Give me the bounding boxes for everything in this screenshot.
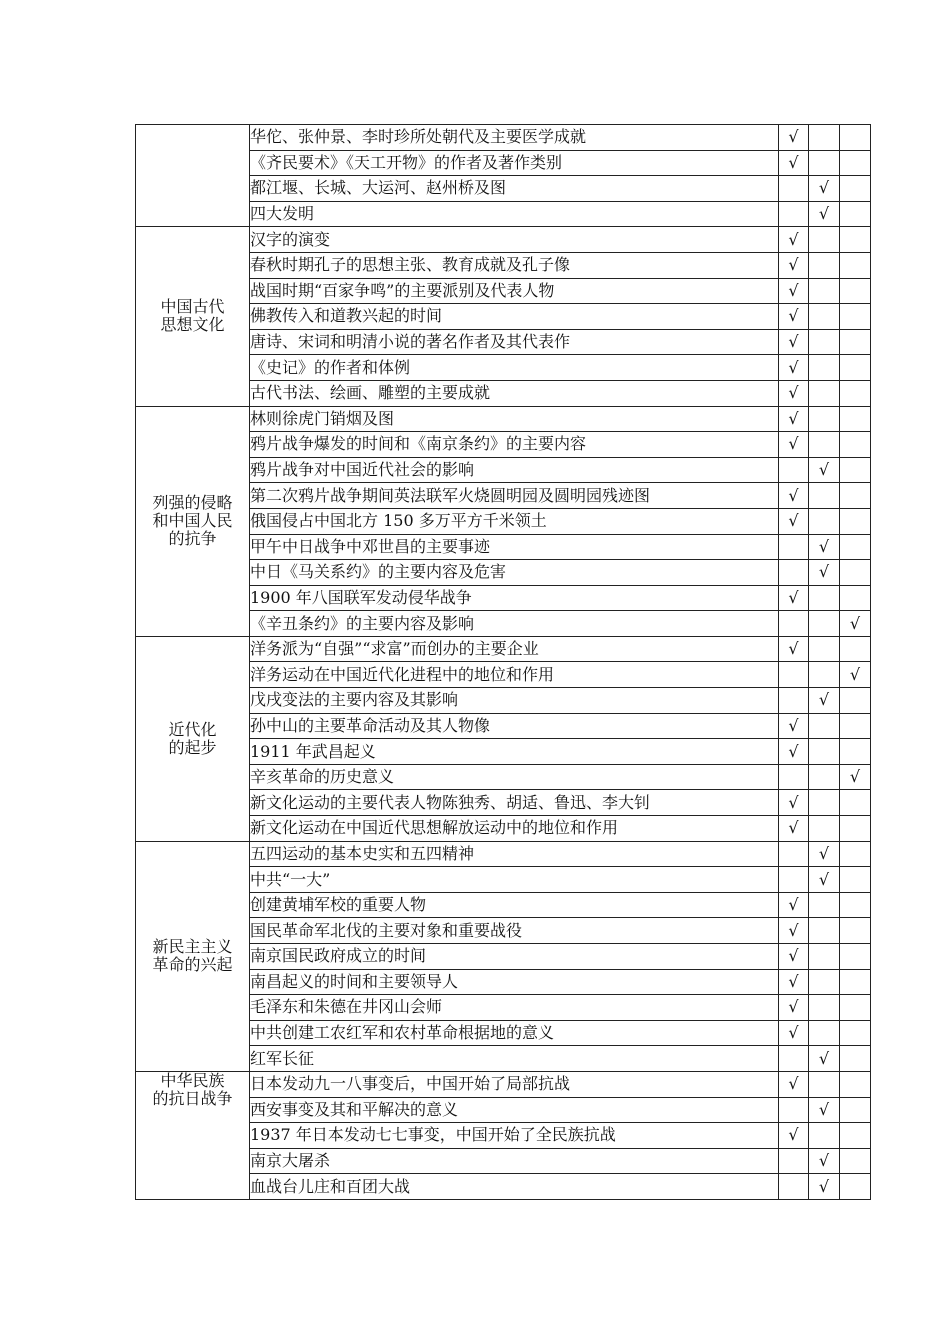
category-label-line: 和中国人民 <box>152 511 233 531</box>
requirement-level-1-cell <box>779 355 809 381</box>
requirement-level-3-cell <box>840 432 871 458</box>
requirement-level-2-cell <box>809 508 840 534</box>
table-row <box>136 636 871 662</box>
check-mark-icon: √ <box>788 280 799 300</box>
requirement-level-3-cell <box>840 1097 871 1123</box>
requirement-level-3-cell <box>840 790 871 816</box>
requirement-level-2-cell <box>809 355 840 381</box>
requirement-level-2-cell <box>809 176 840 202</box>
requirement-level-3-cell <box>840 1148 871 1174</box>
check-mark-icon: √ <box>788 715 799 735</box>
category-cell <box>136 125 250 227</box>
check-mark-icon: √ <box>788 639 799 659</box>
knowledge-point-cell: 汉字的演变 <box>250 227 779 253</box>
category-label-line: 的起步 <box>168 737 217 757</box>
knowledge-point-cell: 1911 年武昌起义 <box>250 739 779 765</box>
requirement-level-2-cell <box>809 1174 840 1200</box>
category-label-line: 近代化 <box>168 719 217 739</box>
knowledge-point-cell: 华佗、张仲景、李时珍所处朝代及主要医学成就 <box>250 125 779 151</box>
requirement-level-1-cell <box>779 508 809 534</box>
requirement-level-1-cell <box>779 560 809 586</box>
knowledge-point-cell: 四大发明 <box>250 201 779 227</box>
knowledge-point-cell: 新文化运动在中国近代思想解放运动中的地位和作用 <box>250 816 779 842</box>
knowledge-point-cell: 日本发动九一八事变后，中国开始了局部抗战 <box>250 1071 779 1097</box>
requirement-level-2-cell <box>809 1097 840 1123</box>
requirement-level-2-cell <box>809 739 840 765</box>
requirement-level-2-cell <box>809 432 840 458</box>
knowledge-point-cell: 佛教传入和道教兴起的时间 <box>250 304 779 330</box>
requirement-level-2-cell <box>809 125 840 151</box>
requirement-level-2-cell <box>809 790 840 816</box>
check-mark-icon: √ <box>788 587 799 607</box>
requirement-level-2-cell <box>809 457 840 483</box>
knowledge-point-cell: 1900 年八国联军发动侵华战争 <box>250 585 779 611</box>
requirement-level-2-cell <box>809 201 840 227</box>
requirement-level-3-cell <box>840 892 871 918</box>
requirement-level-1-cell <box>779 816 809 842</box>
requirement-level-2-cell <box>809 304 840 330</box>
requirement-level-3-cell <box>840 483 871 509</box>
requirement-level-3-cell <box>840 867 871 893</box>
check-mark-icon: √ <box>818 536 830 556</box>
check-mark-icon: √ <box>788 229 799 249</box>
requirement-level-2-cell <box>809 150 840 176</box>
requirement-level-2-cell <box>809 329 840 355</box>
knowledge-point-cell: 中共“一大” <box>250 867 779 893</box>
requirement-level-2-cell <box>809 867 840 893</box>
check-mark-icon: √ <box>788 357 799 377</box>
category-label-line: 列强的侵略 <box>152 493 233 513</box>
category-cell <box>136 1071 250 1199</box>
requirement-level-2-cell <box>809 969 840 995</box>
requirement-level-3-cell <box>840 611 871 637</box>
check-mark-icon: √ <box>788 971 799 991</box>
category-label-line: 中华民族 <box>160 1070 225 1090</box>
requirement-level-1-cell <box>779 457 809 483</box>
requirement-level-2-cell <box>809 1046 840 1072</box>
requirement-level-3-cell <box>840 688 871 714</box>
requirement-level-2-cell <box>809 688 840 714</box>
requirement-level-1-cell <box>779 329 809 355</box>
requirement-level-1-cell <box>779 1148 809 1174</box>
check-mark-icon: √ <box>788 946 799 966</box>
table-row <box>136 227 871 253</box>
knowledge-point-cell: 南京大屠杀 <box>250 1148 779 1174</box>
knowledge-point-cell: 南京国民政府成立的时间 <box>250 944 779 970</box>
category-label-line: 思想文化 <box>160 315 225 335</box>
requirement-level-3-cell <box>840 176 871 202</box>
knowledge-point-cell: 毛泽东和朱德在井冈山会师 <box>250 995 779 1021</box>
requirement-level-2-cell <box>809 278 840 304</box>
knowledge-point-cell: 1937 年日本发动七七事变，中国开始了全民族抗战 <box>250 1123 779 1149</box>
knowledge-point-cell: 创建黄埔军校的重要人物 <box>250 892 779 918</box>
category-label-line: 新民主主义 <box>152 937 233 957</box>
check-mark-icon: √ <box>788 1023 799 1043</box>
requirement-level-3-cell <box>840 380 871 406</box>
requirement-level-1-cell <box>779 688 809 714</box>
knowledge-point-cell: 洋务运动在中国近代化进程中的地位和作用 <box>250 662 779 688</box>
requirement-level-3-cell <box>840 406 871 432</box>
requirement-level-3-cell <box>840 1071 871 1097</box>
check-mark-icon: √ <box>788 895 799 915</box>
requirement-level-1-cell <box>779 483 809 509</box>
requirement-level-2-cell <box>809 1123 840 1149</box>
requirement-level-1-cell <box>779 790 809 816</box>
requirement-level-1-cell <box>779 176 809 202</box>
requirement-level-3-cell <box>840 125 871 151</box>
requirement-level-1-cell <box>779 432 809 458</box>
check-mark-icon: √ <box>818 869 830 889</box>
requirement-level-1-cell <box>779 1020 809 1046</box>
knowledge-point-cell: 鸦片战争对中国近代社会的影响 <box>250 457 779 483</box>
check-mark-icon: √ <box>788 332 799 352</box>
knowledge-point-cell: 俄国侵占中国北方 150 多万平方千米领土 <box>250 508 779 534</box>
knowledge-point-cell: 《史记》的作者和体例 <box>250 355 779 381</box>
knowledge-point-cell: 南昌起义的时间和主要领导人 <box>250 969 779 995</box>
requirement-level-1-cell <box>779 252 809 278</box>
table-row <box>136 841 871 867</box>
requirement-level-1-cell <box>779 918 809 944</box>
knowledge-point-cell: 《齐民要术》《天工开物》的作者及著作类别 <box>250 150 779 176</box>
check-mark-icon: √ <box>818 178 830 198</box>
requirement-level-2-cell <box>809 713 840 739</box>
knowledge-point-cell: 都江堰、长城、大运河、赵州桥及图 <box>250 176 779 202</box>
requirement-level-3-cell <box>840 201 871 227</box>
knowledge-point-cell: 国民革命军北伐的主要对象和重要战役 <box>250 918 779 944</box>
knowledge-point-cell: 林则徐虎门销烟及图 <box>250 406 779 432</box>
requirement-level-3-cell <box>840 995 871 1021</box>
requirement-level-2-cell <box>809 636 840 662</box>
check-mark-icon: √ <box>788 434 799 454</box>
requirement-level-3-cell <box>840 560 871 586</box>
requirement-level-1-cell <box>779 534 809 560</box>
knowledge-point-cell: 血战台儿庄和百团大战 <box>250 1174 779 1200</box>
knowledge-point-cell: 五四运动的基本史实和五四精神 <box>250 841 779 867</box>
requirement-level-3-cell <box>840 585 871 611</box>
requirement-level-3-cell <box>840 534 871 560</box>
requirement-level-1-cell <box>779 406 809 432</box>
requirement-level-3-cell <box>840 918 871 944</box>
requirement-level-2-cell <box>809 585 840 611</box>
knowledge-point-cell: 辛亥革命的历史意义 <box>250 764 779 790</box>
requirement-level-3-cell <box>840 636 871 662</box>
requirement-level-3-cell <box>840 1020 871 1046</box>
requirement-level-2-cell <box>809 918 840 944</box>
requirement-level-3-cell <box>840 252 871 278</box>
check-mark-icon: √ <box>818 1151 830 1171</box>
requirement-level-1-cell <box>779 636 809 662</box>
requirement-level-2-cell <box>809 227 840 253</box>
requirement-level-1-cell <box>779 227 809 253</box>
check-mark-icon: √ <box>788 306 799 326</box>
requirement-level-3-cell <box>840 150 871 176</box>
requirement-level-1-cell <box>779 1097 809 1123</box>
knowledge-point-cell: 孙中山的主要革命活动及其人物像 <box>250 713 779 739</box>
requirement-level-1-cell <box>779 611 809 637</box>
knowledge-point-cell: 《辛丑条约》的主要内容及影响 <box>250 611 779 637</box>
knowledge-point-cell: 洋务派为“自强”“求富”而创办的主要企业 <box>250 636 779 662</box>
check-mark-icon: √ <box>788 383 799 403</box>
requirement-level-2-cell <box>809 534 840 560</box>
requirement-level-1-cell <box>779 1046 809 1072</box>
requirement-level-3-cell <box>840 713 871 739</box>
check-mark-icon: √ <box>818 843 830 863</box>
requirement-level-3-cell <box>840 304 871 330</box>
check-mark-icon: √ <box>788 255 799 275</box>
requirement-level-3-cell <box>840 662 871 688</box>
requirement-level-1-cell <box>779 739 809 765</box>
category-cell <box>136 841 250 1071</box>
knowledge-point-cell: 新文化运动的主要代表人物陈独秀、胡适、鲁迅、李大钊 <box>250 790 779 816</box>
requirement-level-1-cell <box>779 125 809 151</box>
knowledge-point-cell: 古代书法、绘画、雕塑的主要成就 <box>250 380 779 406</box>
requirement-level-2-cell <box>809 611 840 637</box>
requirement-level-1-cell <box>779 764 809 790</box>
requirement-level-2-cell <box>809 995 840 1021</box>
knowledge-point-cell: 春秋时期孔子的思想主张、教育成就及孔子像 <box>250 252 779 278</box>
knowledge-point-cell: 鸦片战争爆发的时间和《南京条约》的主要内容 <box>250 432 779 458</box>
check-mark-icon: √ <box>818 1048 830 1068</box>
check-mark-icon: √ <box>788 997 799 1017</box>
check-mark-icon: √ <box>818 460 830 480</box>
check-mark-icon: √ <box>788 1074 799 1094</box>
requirement-level-3-cell <box>840 764 871 790</box>
check-mark-icon: √ <box>818 1176 830 1196</box>
requirement-level-2-cell <box>809 1020 840 1046</box>
outline-table-body <box>136 125 871 1200</box>
requirement-level-1-cell <box>779 969 809 995</box>
check-mark-icon: √ <box>788 741 799 761</box>
requirement-level-3-cell <box>840 278 871 304</box>
requirement-level-3-cell <box>840 329 871 355</box>
requirement-level-1-cell <box>779 944 809 970</box>
requirement-level-3-cell <box>840 227 871 253</box>
check-mark-icon: √ <box>849 767 861 787</box>
requirement-level-2-cell <box>809 944 840 970</box>
requirement-level-3-cell <box>840 944 871 970</box>
requirement-level-1-cell <box>779 1174 809 1200</box>
requirement-level-2-cell <box>809 380 840 406</box>
requirement-level-1-cell <box>779 1123 809 1149</box>
requirement-level-3-cell <box>840 457 871 483</box>
requirement-level-2-cell <box>809 841 840 867</box>
requirement-level-3-cell <box>840 739 871 765</box>
check-mark-icon: √ <box>788 792 799 812</box>
check-mark-icon: √ <box>788 485 799 505</box>
category-label-line: 中国古代 <box>160 297 225 317</box>
check-mark-icon: √ <box>788 818 799 838</box>
requirement-level-3-cell <box>840 1174 871 1200</box>
requirement-level-3-cell <box>840 1123 871 1149</box>
requirement-level-2-cell <box>809 764 840 790</box>
knowledge-point-cell: 唐诗、宋词和明清小说的著名作者及其代表作 <box>250 329 779 355</box>
requirement-level-1-cell <box>779 841 809 867</box>
check-mark-icon: √ <box>788 152 799 172</box>
requirement-level-1-cell <box>779 713 809 739</box>
table-row <box>136 125 871 151</box>
requirement-level-3-cell <box>840 841 871 867</box>
check-mark-icon: √ <box>849 664 861 684</box>
check-mark-icon: √ <box>788 1125 799 1145</box>
knowledge-point-cell: 中日《马关系约》的主要内容及危害 <box>250 560 779 586</box>
requirement-level-1-cell <box>779 662 809 688</box>
knowledge-point-cell: 第二次鸦片战争期间英法联军火烧圆明园及圆明园残迹图 <box>250 483 779 509</box>
requirement-level-2-cell <box>809 892 840 918</box>
category-cell <box>136 227 250 406</box>
requirement-level-2-cell <box>809 560 840 586</box>
knowledge-point-cell: 红军长征 <box>250 1046 779 1072</box>
check-mark-icon: √ <box>818 204 830 224</box>
table-row <box>136 1071 871 1097</box>
requirement-level-1-cell <box>779 585 809 611</box>
check-mark-icon: √ <box>788 408 799 428</box>
category-label-line: 的抗争 <box>168 529 217 549</box>
knowledge-point-cell: 甲午中日战争中邓世昌的主要事迹 <box>250 534 779 560</box>
category-cell <box>136 636 250 841</box>
requirement-level-1-cell <box>779 1071 809 1097</box>
requirement-level-3-cell <box>840 508 871 534</box>
requirement-level-3-cell <box>840 355 871 381</box>
requirement-level-1-cell <box>779 867 809 893</box>
check-mark-icon: √ <box>788 127 799 147</box>
requirement-level-1-cell <box>779 995 809 1021</box>
requirement-level-1-cell <box>779 278 809 304</box>
requirement-level-1-cell <box>779 201 809 227</box>
requirement-level-2-cell <box>809 816 840 842</box>
knowledge-outline-table <box>135 124 871 1200</box>
category-cell <box>136 406 250 636</box>
requirement-level-1-cell <box>779 892 809 918</box>
knowledge-point-cell: 战国时期“百家争鸣”的主要派别及代表人物 <box>250 278 779 304</box>
check-mark-icon: √ <box>818 690 830 710</box>
knowledge-point-cell: 中共创建工农红军和农村革命根据地的意义 <box>250 1020 779 1046</box>
check-mark-icon: √ <box>788 511 799 531</box>
requirement-level-2-cell <box>809 1071 840 1097</box>
knowledge-point-cell: 戊戌变法的主要内容及其影响 <box>250 688 779 714</box>
requirement-level-3-cell <box>840 816 871 842</box>
requirement-level-2-cell <box>809 483 840 509</box>
requirement-level-1-cell <box>779 150 809 176</box>
category-label-line: 革命的兴起 <box>152 955 233 975</box>
requirement-level-1-cell <box>779 304 809 330</box>
requirement-level-2-cell <box>809 662 840 688</box>
requirement-level-3-cell <box>840 1046 871 1072</box>
category-label-line: 的抗日战争 <box>152 1088 233 1108</box>
requirement-level-2-cell <box>809 1148 840 1174</box>
requirement-level-3-cell <box>840 969 871 995</box>
table-row <box>136 406 871 432</box>
check-mark-icon: √ <box>818 562 830 582</box>
requirement-level-1-cell <box>779 380 809 406</box>
check-mark-icon: √ <box>788 920 799 940</box>
check-mark-icon: √ <box>849 613 861 633</box>
requirement-level-2-cell <box>809 252 840 278</box>
knowledge-point-cell: 西安事变及其和平解决的意义 <box>250 1097 779 1123</box>
requirement-level-2-cell <box>809 406 840 432</box>
check-mark-icon: √ <box>818 1099 830 1119</box>
